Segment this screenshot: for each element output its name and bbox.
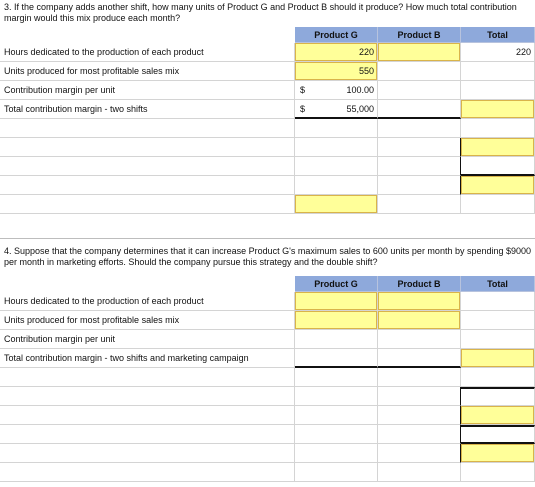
q4-work-cell[interactable] [295,406,378,425]
q3-header-product-b: Product B [378,27,461,43]
q4-work-cell[interactable] [461,387,535,406]
q4-units-g-cell[interactable] [295,311,378,330]
q3-answer-cell[interactable] [461,176,535,195]
q4-header-product-b: Product B [378,276,461,292]
q3-answer-cell[interactable] [295,195,378,214]
q3-work-cell[interactable] [378,138,461,157]
q3-header-row [0,27,535,43]
q3-work-cell[interactable] [461,157,535,176]
question-4-text: 4. Suppose that the company determines that it can increase Product G's maximum sales to 600 units per month by spending $9000 per month in marketing efforts. Should the company pursue this strategy and the double shift? [4,246,532,267]
q3-total-cm-total-cell[interactable] [461,100,535,119]
q4-empty-row [0,406,535,425]
q3-empty-row [0,157,535,176]
q3-hours-g-cell[interactable]: 220 [295,43,378,62]
q3-cm-unit-total-cell[interactable] [461,81,535,100]
q4-cm-unit-b-cell[interactable] [378,330,461,349]
q4-answer-cell[interactable] [461,444,535,463]
q3-work-cell[interactable] [295,119,378,138]
q4-work-cell[interactable] [378,406,461,425]
q3-empty-row [0,176,535,195]
question-3-text: 3. If the company adds another shift, how many units of Product G and Product B should it produce? How much total contribution margin would this mix produce each month? [4,2,517,23]
q4-hours-total-cell[interactable] [461,292,535,311]
q3-cm-unit-label: Contribution margin per unit [0,81,295,100]
q3-units-total-cell[interactable] [461,62,535,81]
q4-hours-g-cell[interactable] [295,292,378,311]
q3-work-cell[interactable] [378,157,461,176]
q4-work-cell[interactable] [378,387,461,406]
q3-answer-cell[interactable] [461,138,535,157]
q4-work-cell[interactable] [295,425,378,444]
q3-work-cell[interactable] [295,176,378,195]
q4-total-cm-total-cell[interactable] [461,349,535,368]
q4-empty-row [0,387,535,406]
q3-work-cell[interactable] [461,119,535,138]
q4-cm-unit-total-cell[interactable] [461,330,535,349]
q4-empty-row [0,368,535,387]
q3-row-cm-unit [0,81,535,100]
q4-header-row [0,276,535,292]
q4-work-cell[interactable] [295,444,378,463]
q3-total-cm-b-cell[interactable] [378,100,461,119]
q4-empty-row [0,444,535,463]
q4-work-cell[interactable] [295,463,378,482]
q3-row-hours [0,43,535,62]
q4-total-cm-label: Total contribution margin - two shifts and marketing campaign [0,349,295,368]
q3-header-product-g: Product G [295,27,378,43]
q3-total-cm-g-cell[interactable] [295,100,378,119]
q4-hours-label: Hours dedicated to the production of each product [0,292,295,311]
q4-row-total-cm [0,349,535,368]
q4-units-label: Units produced for most profitable sales mix [0,311,295,330]
q4-cm-unit-g-cell[interactable] [295,330,378,349]
q3-row-units [0,62,535,81]
q4-units-b-cell[interactable] [378,311,461,330]
q3-row-total-cm [0,100,535,119]
q4-row-hours [0,292,535,311]
q3-work-cell[interactable] [378,119,461,138]
q3-empty-row [0,138,535,157]
q4-cm-unit-label: Contribution margin per unit [0,330,295,349]
q3-units-label: Units produced for most profitable sales mix [0,62,295,81]
q4-work-cell[interactable] [295,387,378,406]
q4-total-cm-g-cell[interactable] [295,349,378,368]
q3-hours-b-cell[interactable] [378,43,461,62]
q4-units-total-cell[interactable] [461,311,535,330]
q4-hours-b-cell[interactable] [378,292,461,311]
q4-work-cell[interactable] [378,463,461,482]
q3-work-cell[interactable] [295,157,378,176]
q4-row-units [0,311,535,330]
q4-work-cell[interactable] [378,444,461,463]
q4-work-cell[interactable] [295,368,378,387]
q4-empty-row [0,463,535,482]
q3-header-total: Total [461,27,535,43]
q3-units-b-cell[interactable] [378,62,461,81]
q3-cm-unit-b-cell[interactable] [378,81,461,100]
q4-header-product-g: Product G [295,276,378,292]
q4-work-cell[interactable] [378,425,461,444]
q3-hours-label: Hours dedicated to the production of each product [0,43,295,62]
q4-row-cm-unit [0,330,535,349]
q4-empty-row [0,425,535,444]
section-divider [0,238,535,239]
q4-work-cell[interactable] [461,368,535,387]
q4-work-cell[interactable] [461,463,535,482]
q3-work-cell[interactable] [295,138,378,157]
currency-symbol: $ [300,85,306,95]
q4-total-cm-b-cell[interactable] [378,349,461,368]
q3-work-cell[interactable] [461,195,535,214]
q3-empty-row [0,195,535,214]
q4-work-cell[interactable] [378,368,461,387]
q3-work-cell[interactable] [378,176,461,195]
q3-work-cell[interactable] [378,195,461,214]
currency-symbol: $ [300,104,306,114]
q4-answer-cell[interactable] [461,406,535,425]
q4-work-cell[interactable] [461,425,535,444]
q4-header-total: Total [461,276,535,292]
q3-cm-unit-g-value: 100.00 [346,85,374,95]
q3-total-cm-g-value: 55,000 [346,104,374,114]
q3-hours-total-cell[interactable]: 220 [461,43,535,62]
q3-cm-unit-g-cell[interactable] [295,81,378,100]
q3-total-cm-label: Total contribution margin - two shifts [0,100,295,119]
q3-units-g-cell[interactable]: 550 [295,62,378,81]
q3-empty-row [0,119,535,138]
